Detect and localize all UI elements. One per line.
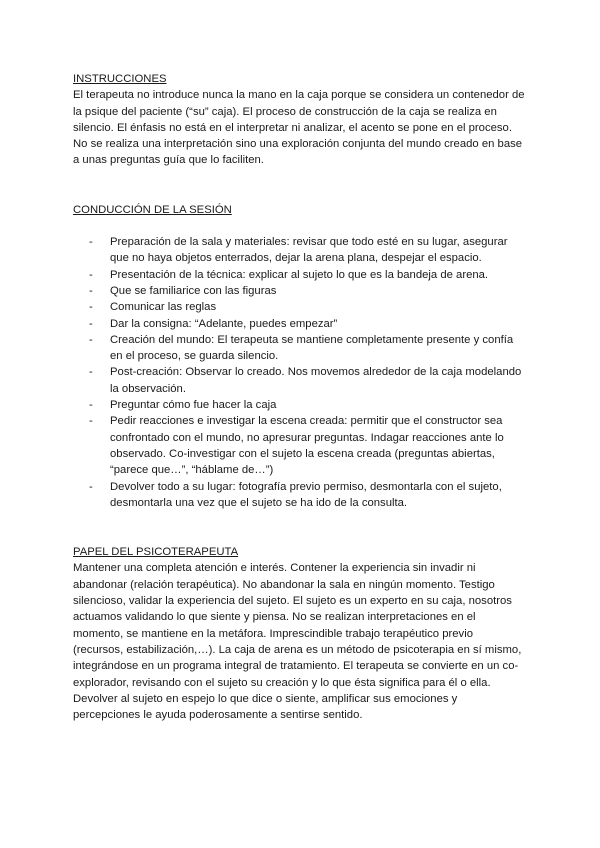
list-item-text: Que se familiarice con las figuras	[110, 284, 277, 297]
bullet-dash: -	[89, 333, 93, 346]
list-item-text: Presentación de la técnica: explicar al sujeto lo que es la bandeja de arena.	[110, 268, 489, 281]
list-item	[73, 364, 525, 397]
bullet-dash: -	[89, 399, 93, 412]
list-item	[73, 397, 525, 413]
bullet-dash: -	[89, 301, 93, 314]
spacer	[73, 218, 525, 234]
papel-paragraph: Mantener una completa atención e interés. Contener la experiencia sin invadir ni abandonar (relación terapéutica). No abandonar la sala en ningún momento. Testigo silencioso, validar la experiencia del sujeto. El sujeto es un experto en su caja, nosotros actuamos validando lo que siente y piensa. No se realizan interpretaciones en el momento, se mantiene en la metáfora. Imprescindible trabajo terapéutico previo (recursos, estabilización,…). La caja de arena es un método de psicoterapia en sí mismo, integrándose en un programa integral de tratamiento. El terapeuta se convierte en un co-explorador, revisando con el sujeto su creación y lo que ésta significa para él o ella. Devolver al sujeto en espejo lo que dice o siente, amplificar sus emociones y percepciones le ayuda poderosamente a sentirse sentido.	[73, 562, 522, 722]
list-item	[73, 479, 525, 512]
papel-title: PAPEL DEL PSICOTERAPEUTA	[73, 546, 239, 559]
bullet-dash: -	[89, 236, 93, 249]
list-item	[73, 267, 525, 283]
bullet-dash: -	[89, 317, 93, 330]
bullet-dash: -	[89, 415, 93, 428]
list-item-text: Devolver todo a su lugar: fotografía previo permiso, desmontarla con el sujeto, desmontarla una vez que el sujeto se ha ido de la consulta.	[110, 480, 502, 509]
list-item-text: Creación del mundo: El terapeuta se mantiene completamente presente y confía en el proceso, se guarda silencio.	[110, 333, 514, 363]
list-item-text: Preguntar cómo fue hacer la caja	[110, 399, 277, 412]
list-item	[73, 283, 525, 299]
bullet-dash: -	[89, 480, 93, 493]
spacer	[73, 511, 525, 544]
instrucciones-title: INSTRUCCIONES	[73, 73, 167, 85]
bullet-dash: -	[89, 284, 93, 297]
bullet-dash: -	[89, 268, 93, 281]
list-item-text: Pedir reacciones e investigar la escena creada: permitir que el constructor sea confrontado con el mundo, no apresurar preguntas. Indagar reacciones ante lo observado. Co-investigar con el sujeto la escena creada (preguntas abiertas, “parece que…”, “háblame de…”)	[110, 415, 504, 477]
list-item	[73, 234, 525, 267]
list-item-text: Comunicar las reglas	[110, 301, 217, 314]
conduccion-title: CONDUCCIÓN DE LA SESIÓN	[73, 203, 232, 216]
list-item	[73, 299, 525, 315]
list-item-text: Post-creación: Observar lo creado. Nos movemos alrededor de la caja modelando la observación.	[110, 366, 522, 395]
list-item-text: Dar la consigna: “Adelante, puedes empezar”	[110, 317, 338, 330]
list-item-text: Preparación de la sala y materiales: revisar que todo esté en su lugar, asegurar que no haya objetos enterrados, dejar la arena plana, despejar el espacio.	[110, 236, 508, 265]
conduccion-list	[73, 234, 525, 511]
spacer	[73, 169, 525, 202]
instrucciones-paragraph: El terapeuta no introduce nunca la mano en la caja porque se considera un contenedor de la psique del paciente (“su” caja). El proceso de construcción de la caja se realiza en silencio. El énfasis no está en el interpretar ni analizar, el acento se pone en el proceso. No se realiza una interpretación sino una exploración conjunta del mundo creado en base a unas preguntas guía que lo faciliten.	[73, 89, 525, 167]
document-page	[73, 71, 525, 723]
list-item	[73, 316, 525, 332]
list-item	[73, 413, 525, 478]
bullet-dash: -	[89, 366, 93, 379]
list-item	[73, 332, 525, 365]
